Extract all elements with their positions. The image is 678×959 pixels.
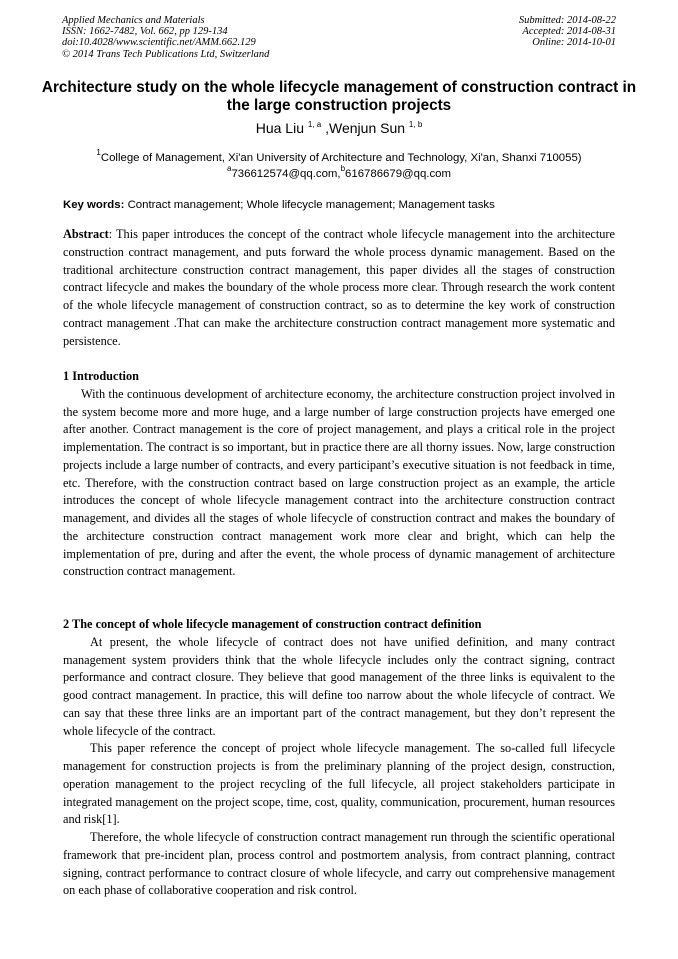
paper-title: Architecture study on the whole lifecycle management of construction contract in the large construction projects [41,79,637,114]
affiliation [0,148,678,166]
abstract-label: Abstract [63,227,109,241]
author-emails [0,164,678,182]
section-introduction [63,368,615,581]
abstract [63,226,615,350]
paragraph: With the continuous development of architecture economy, the architecture construction project involved in the system become more and more huge, and a large number of large construction projects have emerged one after another. Contract management is the core of project management, and plays a critical role in the project implementation. The contract is so important, but in practice there are all thorny issues. Now, large construction projects include a large number of contracts, and every participant’s executive situation is not feedback in time, etc. Therefore, with the construction contract based on large construction project as an example, the article introduces the concept of whole lifecycle management contract into the architecture construction contract management, and divides all the stages of whole lifecycle of construction contract and makes the boundary of the architecture construction contract management work more clear and bright, which can help the implementation of pre, during and after the event, the whole process of dynamic management of architecture construction contract management. [63,386,615,579]
email-superscript: a [227,164,232,173]
author-superscript: 1, b [408,120,423,129]
email-link: 616786679@qq.com [345,168,451,180]
author-separator: , [321,120,330,136]
email-link: 736612574@qq.com, [231,168,341,180]
paragraph: This paper reference the concept of project whole lifecycle management. The so-called full lifecycle management for construction projects is from the preliminary planning of the project design, construction, operation management to the project recycling of the full lifecycle, all project stakeholders participate in integrated management on the project scope, time, cost, quality, communication, procurement, human resources and risk[1]. [63,741,615,827]
journal-info [62,15,269,60]
keywords [63,198,615,212]
keywords-label: Key words: [63,199,125,211]
journal-issn: ISSN: 1662-7482, Vol. 662, pp 129-134 [62,26,228,38]
paragraph: Therefore, the whole lifecycle of construction contract management run through the scientific operational framework that pre-incident plan, process control and postmortem analysis, from contract planning, contract signing, contract performance to contract closure of whole lifecycle, and carry out comprehensive management on each phase of collaborative cooperation and risk control. [63,830,615,898]
dates-info [519,15,616,49]
email-superscript: b [340,164,346,173]
journal-doi: doi:10.4028/www.scientific.net/AMM.662.129 [62,37,256,49]
keywords-text: Contract management; Whole lifecycle management; Management tasks [124,199,495,211]
journal-copyright: © 2014 Trans Tech Publications Ltd, Switzerland [62,48,270,60]
accepted-date: Accepted: 2014-08-31 [522,26,616,38]
affiliation-superscript: 1 [96,148,101,157]
author-superscript: 1, a [307,120,322,129]
abstract-paragraph [63,226,615,350]
journal-name: Applied Mechanics and Materials [62,15,205,26]
abstract-text: : This paper introduces the concept of the contract whole lifecycle management into the architecture construction contract management, and puts forward the whole process dynamic management. Based on the traditional architecture construction contract management, this paper divides all the stages of construction contract lifecycle and makes the boundary of the whole process more clear. Through research the work content of the whole lifecycle management of construction contract, so as to determine the key work of construction contract management .That can make the architecture construction contract management more systematic and persistence. [63,227,615,348]
online-date: Online: 2014-10-01 [532,37,616,49]
section-concept [63,616,615,900]
authors [0,119,678,137]
section-heading: 1 Introduction [63,369,139,383]
affiliation-text: College of Management, Xi'an University of Architecture and Technology, Xi'an, Shanxi 710055) [100,152,582,164]
author-name: Hua Liu [255,120,304,136]
section-heading: 2 The concept of whole lifecycle management of construction contract definition [63,617,482,631]
author-name: Wenjun Sun [329,120,406,136]
paragraph: At present, the whole lifecycle of contract does not have unified definition, and many contract management system providers think that the whole lifecycle includes only the contract signing, contract performance and contract closure. They believe that good management of the three links is equivalent to the good contract management. In practice, this will define too narrow about the whole lifecycle of contract. We can say that these three links are an important part of the contract management, but they don’t represent the whole lifecycle of the contract. [63,634,615,738]
submitted-date: Submitted: 2014-08-22 [518,15,616,26]
